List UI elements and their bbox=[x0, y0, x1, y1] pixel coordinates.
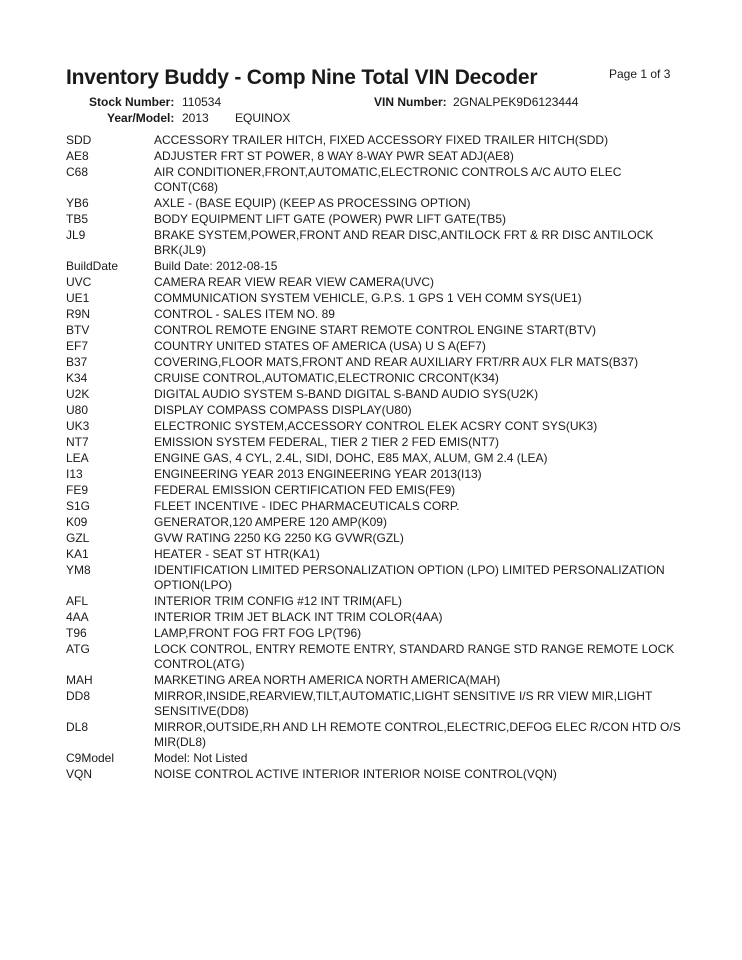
vin-number-value: 2GNALPEK9D6123444 bbox=[453, 95, 579, 109]
option-description: MIRROR,INSIDE,REARVIEW,TILT,AUTOMATIC,LIGHT SENSITIVE I/S RR VIEW MIR,LIGHT SENSITIVE(DD8) bbox=[154, 689, 653, 718]
year-value: 2013 bbox=[182, 111, 209, 125]
list-item bbox=[66, 546, 686, 562]
option-code: DL8 bbox=[66, 720, 89, 734]
option-description: COVERING,FLOOR MATS,FRONT AND REAR AUXILIARY FRT/RR AUX FLR MATS(B37) bbox=[154, 355, 639, 369]
option-code: B37 bbox=[66, 355, 88, 369]
option-code: AE8 bbox=[66, 149, 89, 163]
option-description: CONTROL - SALES ITEM NO. 89 bbox=[154, 307, 335, 321]
option-description: DIGITAL AUDIO SYSTEM S-BAND DIGITAL S-BAND AUDIO SYS(U2K) bbox=[154, 387, 539, 401]
option-code: MAH bbox=[66, 673, 93, 687]
list-item bbox=[66, 641, 686, 672]
option-description: CRUISE CONTROL,AUTOMATIC,ELECTRONIC CRCONT(K34) bbox=[154, 371, 499, 385]
list-item bbox=[66, 354, 686, 370]
option-description: COUNTRY UNITED STATES OF AMERICA (USA) U S A(EF7) bbox=[154, 339, 486, 353]
option-description: INTERIOR TRIM CONFIG #12 INT TRIM(AFL) bbox=[154, 594, 403, 608]
option-code: FE9 bbox=[66, 483, 89, 497]
page-title: Inventory Buddy - Comp Nine Total VIN Decoder bbox=[66, 66, 538, 89]
option-code: C68 bbox=[66, 165, 89, 179]
list-item bbox=[66, 609, 686, 625]
model-value: EQUINOX bbox=[235, 111, 291, 125]
list-item bbox=[66, 766, 686, 782]
list-item bbox=[66, 306, 686, 322]
option-code: DD8 bbox=[66, 689, 91, 703]
list-item bbox=[66, 750, 686, 766]
option-description: IDENTIFICATION LIMITED PERSONALIZATION OPTION (LPO) LIMITED PERSONALIZATION OPTION(LPO) bbox=[154, 563, 665, 592]
list-item bbox=[66, 530, 686, 546]
option-description: ENGINEERING YEAR 2013 ENGINEERING YEAR 2013(I13) bbox=[154, 467, 482, 481]
list-item bbox=[66, 290, 686, 306]
option-code-list bbox=[66, 132, 686, 782]
list-item bbox=[66, 370, 686, 386]
option-description: ELECTRONIC SYSTEM,ACCESSORY CONTROL ELEK ACSRY CONT SYS(UK3) bbox=[154, 419, 598, 433]
list-item bbox=[66, 258, 686, 274]
option-code: UK3 bbox=[66, 419, 90, 433]
list-item bbox=[66, 227, 686, 258]
option-code: ATG bbox=[66, 642, 90, 656]
list-item bbox=[66, 418, 686, 434]
list-item bbox=[66, 593, 686, 609]
list-item bbox=[66, 274, 686, 290]
option-description: Build Date: 2012-08-15 bbox=[154, 259, 278, 273]
option-description: AIR CONDITIONER,FRONT,AUTOMATIC,ELECTRONIC CONTROLS A/C AUTO ELEC CONT(C68) bbox=[154, 165, 622, 194]
option-description: BODY EQUIPMENT LIFT GATE (POWER) PWR LIFT GATE(TB5) bbox=[154, 212, 507, 226]
vin-number-label: VIN Number: bbox=[374, 95, 447, 109]
option-description: HEATER - SEAT ST HTR(KA1) bbox=[154, 547, 320, 561]
list-item bbox=[66, 625, 686, 641]
option-code: AFL bbox=[66, 594, 89, 608]
option-description: CONTROL REMOTE ENGINE START REMOTE CONTROL ENGINE START(BTV) bbox=[154, 323, 597, 337]
list-item bbox=[66, 322, 686, 338]
list-item bbox=[66, 338, 686, 354]
option-code: NT7 bbox=[66, 435, 89, 449]
option-code: BuildDate bbox=[66, 259, 119, 273]
list-item bbox=[66, 434, 686, 450]
option-code: KA1 bbox=[66, 547, 89, 561]
option-code: BTV bbox=[66, 323, 90, 337]
option-code: 4AA bbox=[66, 610, 89, 624]
list-item bbox=[66, 719, 686, 750]
list-item bbox=[66, 148, 686, 164]
list-item bbox=[66, 211, 686, 227]
option-description: COMMUNICATION SYSTEM VEHICLE, G.P.S. 1 GPS 1 VEH COMM SYS(UE1) bbox=[154, 291, 582, 305]
option-description: GENERATOR,120 AMPERE 120 AMP(K09) bbox=[154, 515, 387, 529]
option-description: ENGINE GAS, 4 CYL, 2.4L, SIDI, DOHC, E85 MAX, ALUM, GM 2.4 (LEA) bbox=[154, 451, 548, 465]
option-code: C9Model bbox=[66, 751, 115, 765]
option-description: FEDERAL EMISSION CERTIFICATION FED EMIS(FE9) bbox=[154, 483, 456, 497]
option-code: U2K bbox=[66, 387, 90, 401]
option-description: LAMP,FRONT FOG FRT FOG LP(T96) bbox=[154, 626, 362, 640]
list-item bbox=[66, 672, 686, 688]
list-item bbox=[66, 164, 686, 195]
list-item bbox=[66, 498, 686, 514]
option-code: K09 bbox=[66, 515, 88, 529]
year-model-label: Year/Model: bbox=[107, 111, 175, 125]
option-description: INTERIOR TRIM JET BLACK INT TRIM COLOR(4AA) bbox=[154, 610, 443, 624]
option-description: MARKETING AREA NORTH AMERICA NORTH AMERICA(MAH) bbox=[154, 673, 501, 687]
option-code: R9N bbox=[66, 307, 91, 321]
option-code: GZL bbox=[66, 531, 90, 545]
option-code: YB6 bbox=[66, 196, 89, 210]
option-description: NOISE CONTROL ACTIVE INTERIOR INTERIOR NOISE CONTROL(VQN) bbox=[154, 767, 557, 781]
list-item bbox=[66, 386, 686, 402]
option-code: K34 bbox=[66, 371, 88, 385]
option-description: EMISSION SYSTEM FEDERAL, TIER 2 TIER 2 FED EMIS(NT7) bbox=[154, 435, 499, 449]
list-item bbox=[66, 562, 686, 593]
option-code: T96 bbox=[66, 626, 87, 640]
option-description: MIRROR,OUTSIDE,RH AND LH REMOTE CONTROL,ELECTRIC,DEFOG ELEC R/CON HTD O/S MIR(DL8) bbox=[154, 720, 681, 749]
option-code: UE1 bbox=[66, 291, 90, 305]
option-description: AXLE - (BASE EQUIP) (KEEP AS PROCESSING OPTION) bbox=[154, 196, 471, 210]
option-description: DISPLAY COMPASS COMPASS DISPLAY(U80) bbox=[154, 403, 412, 417]
option-description: LOCK CONTROL, ENTRY REMOTE ENTRY, STANDARD RANGE STD RANGE REMOTE LOCK CONTROL(ATG) bbox=[154, 642, 675, 671]
list-item bbox=[66, 450, 686, 466]
option-description: CAMERA REAR VIEW REAR VIEW CAMERA(UVC) bbox=[154, 275, 435, 289]
option-code: U80 bbox=[66, 403, 89, 417]
list-item bbox=[66, 688, 686, 719]
option-code: VQN bbox=[66, 767, 93, 781]
page-number: Page 1 of 3 bbox=[609, 67, 671, 81]
list-item bbox=[66, 514, 686, 530]
option-code: LEA bbox=[66, 451, 89, 465]
option-code: I13 bbox=[66, 467, 83, 481]
option-code: EF7 bbox=[66, 339, 89, 353]
list-item bbox=[66, 132, 686, 148]
option-code: UVC bbox=[66, 275, 92, 289]
option-description: FLEET INCENTIVE - IDEC PHARMACEUTICALS CORP. bbox=[154, 499, 460, 513]
option-code: S1G bbox=[66, 499, 91, 513]
stock-number-value: 110534 bbox=[182, 95, 222, 109]
stock-number-label: Stock Number: bbox=[89, 95, 175, 109]
list-item bbox=[66, 402, 686, 418]
option-description: Model: Not Listed bbox=[154, 751, 248, 765]
option-description: ACCESSORY TRAILER HITCH, FIXED ACCESSORY FIXED TRAILER HITCH(SDD) bbox=[154, 133, 609, 147]
option-code: JL9 bbox=[66, 228, 86, 242]
option-description: BRAKE SYSTEM,POWER,FRONT AND REAR DISC,ANTILOCK FRT & RR DISC ANTILOCK BRK(JL9) bbox=[154, 228, 654, 257]
list-item bbox=[66, 466, 686, 482]
option-description: ADJUSTER FRT ST POWER, 8 WAY 8-WAY PWR SEAT ADJ(AE8) bbox=[154, 149, 514, 163]
option-code: SDD bbox=[66, 133, 92, 147]
list-item bbox=[66, 482, 686, 498]
option-description: GVW RATING 2250 KG 2250 KG GVWR(GZL) bbox=[154, 531, 404, 545]
option-code: YM8 bbox=[66, 563, 91, 577]
option-code: TB5 bbox=[66, 212, 89, 226]
list-item bbox=[66, 195, 686, 211]
